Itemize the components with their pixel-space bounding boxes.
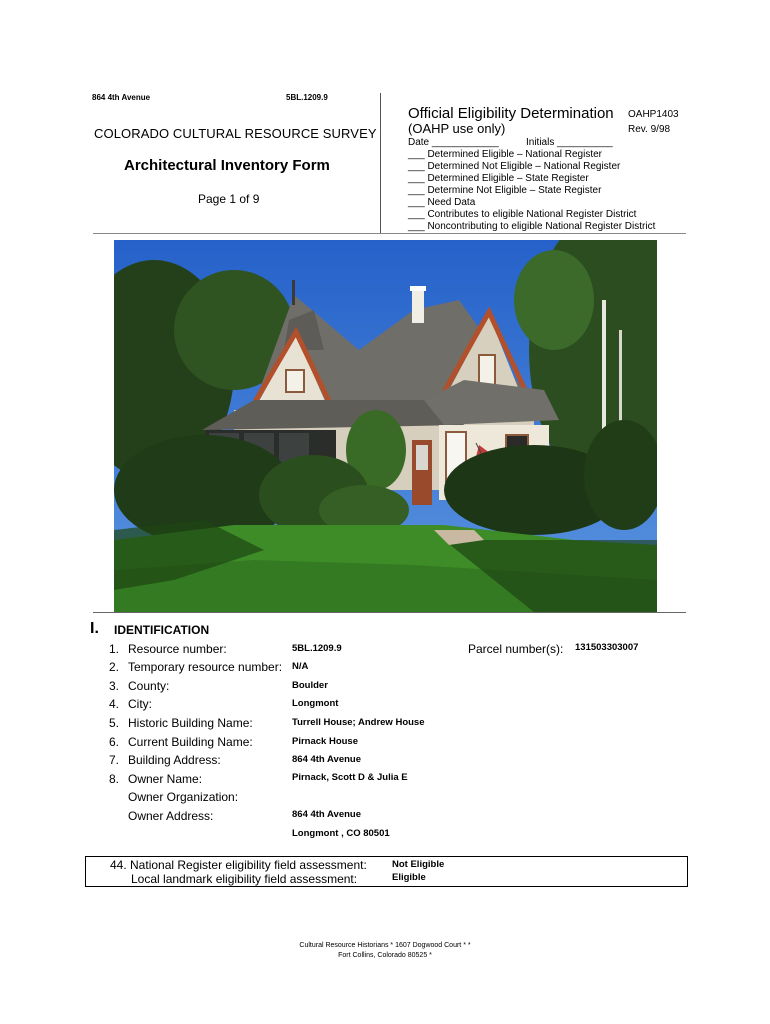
checklist-item[interactable]: ___ Determined Eligible – National Register: [408, 149, 602, 160]
parcel-label: Parcel number(s):: [468, 642, 564, 656]
city-label: City:: [128, 697, 152, 711]
form-title: Architectural Inventory Form: [124, 157, 330, 174]
owner-organization-label: Owner Organization:: [128, 790, 239, 804]
national-eligibility-label: 44. National Register eligibility field assessment:: [110, 858, 367, 872]
row-number: 3.: [108, 679, 119, 693]
oahp-use-only: (OAHP use only): [408, 121, 506, 136]
resource-number-label: Resource number:: [128, 642, 227, 656]
row-number: 8.: [108, 772, 119, 786]
temporary-resource-number-label: Temporary resource number:: [128, 660, 283, 674]
historic-building-name-label: Historic Building Name:: [128, 716, 253, 730]
owner-city-value: Longmont , CO 80501: [292, 828, 390, 839]
owner-address-value: 864 4th Avenue: [292, 809, 361, 820]
footer: [235, 941, 535, 961]
section-title: IDENTIFICATION: [114, 623, 210, 637]
header-divider: [380, 93, 381, 233]
row-number: 4.: [108, 697, 119, 711]
national-eligibility-value: Not Eligible: [392, 859, 445, 870]
owner-name-label: Owner Name:: [128, 772, 203, 786]
temporary-resource-number-value: N/A: [292, 661, 309, 672]
row-number: 7.: [108, 753, 119, 767]
historic-building-name-value: Turrell House; Andrew House: [292, 717, 425, 728]
oahp-title: Official Eligibility Determination: [408, 105, 614, 122]
local-eligibility-label: Local landmark eligibility field assessment:: [131, 872, 358, 886]
oahp-date-field[interactable]: Date ____________: [408, 137, 499, 148]
resource-number-value: 5BL.1209.9: [292, 643, 342, 654]
building-address-label: Building Address:: [128, 753, 221, 767]
checklist-item[interactable]: ___ Determined Not Eligible – National Register: [408, 161, 621, 172]
county-label: County:: [128, 679, 170, 693]
checklist-item[interactable]: ___ Contributes to eligible National Register District: [408, 209, 637, 220]
row-number: 2.: [108, 660, 119, 674]
footer-line-2: Fort Collins, Colorado 80525 *: [338, 952, 432, 959]
building-address-value: 864 4th Avenue: [292, 754, 361, 765]
row-number: 5.: [108, 716, 119, 730]
city-value: Longmont: [292, 698, 339, 709]
oahp-form-code: OAHP1403: [628, 109, 679, 120]
current-building-name-value: Pirnack House: [292, 736, 358, 747]
page-count: Page 1 of 9: [198, 192, 260, 206]
owner-name-value: Pirnack, Scott D & Julia E: [292, 772, 408, 783]
header-rule: [93, 233, 686, 234]
checklist-item[interactable]: ___ Determine Not Eligible – State Register: [408, 185, 602, 196]
house-photo: [114, 240, 657, 612]
footer-line-1: Cultural Resource Historians * 1607 Dogwood Court * *: [299, 942, 471, 949]
owner-address-label: Owner Address:: [128, 809, 214, 823]
header-address: 864 4th Avenue: [92, 93, 151, 102]
current-building-name-label: Current Building Name:: [128, 735, 253, 749]
local-eligibility-value: Eligible: [392, 872, 426, 883]
oahp-checklist: [408, 149, 655, 233]
oahp-initials-field[interactable]: Initials __________: [526, 137, 613, 148]
checklist-item[interactable]: ___ Determined Eligible – State Register: [408, 173, 589, 184]
row-number: 6.: [108, 735, 119, 749]
photo-rule: [93, 612, 686, 613]
section-numeral: I.: [90, 620, 99, 637]
header-site-number: 5BL.1209.9: [286, 93, 328, 102]
county-value: Boulder: [292, 680, 328, 691]
survey-title: COLORADO CULTURAL RESOURCE SURVEY: [94, 126, 377, 141]
row-number: 1.: [108, 642, 119, 656]
checklist-item[interactable]: ___ Need Data: [408, 197, 476, 208]
oahp-revision: Rev. 9/98: [628, 124, 671, 135]
parcel-value: 131503303007: [575, 642, 639, 653]
checklist-item[interactable]: ___ Noncontributing to eligible National Register District: [408, 221, 656, 232]
